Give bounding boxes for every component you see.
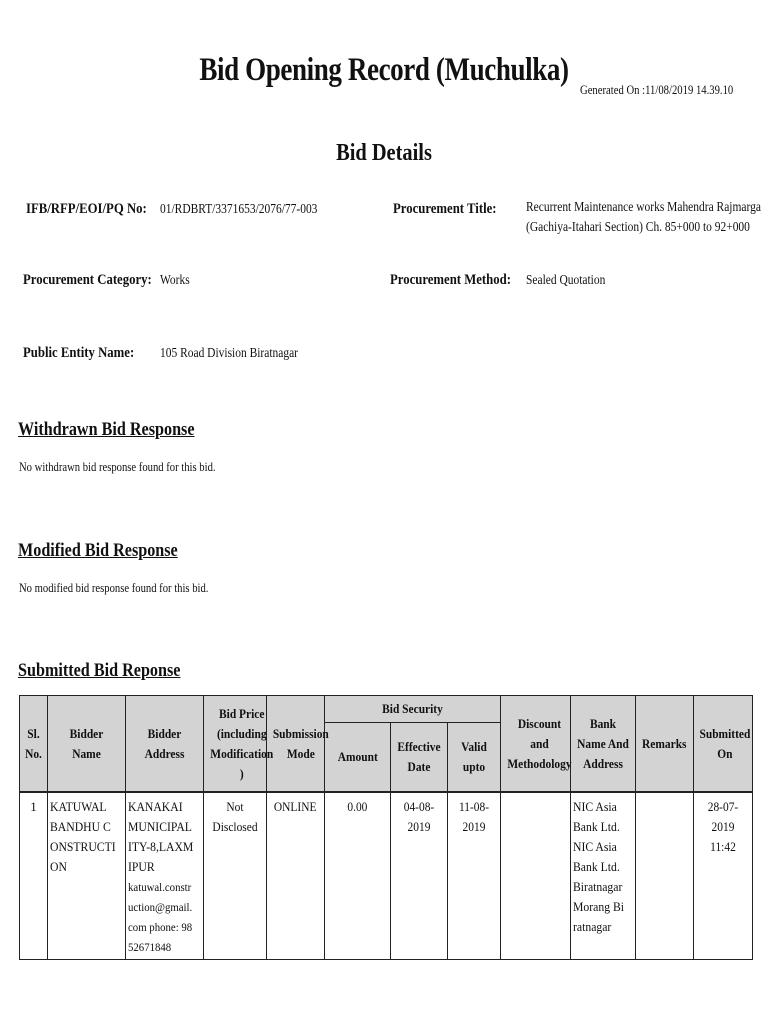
- col-bank: Bank Name And Address: [571, 696, 636, 793]
- procurement-category-value: Works: [160, 272, 190, 287]
- col-discount: Discount and Methodology: [501, 696, 571, 793]
- col-submission-mode: Submission Mode: [267, 696, 325, 793]
- public-entity-value: 105 Road Division Biratnagar: [160, 345, 299, 360]
- withdrawn-note: No withdrawn bid response found for this bid.: [19, 460, 216, 474]
- col-bidder-address: Bidder Address: [126, 696, 204, 793]
- withdrawn-heading: Withdrawn Bid Response: [18, 419, 195, 440]
- col-effective-date: Effective Date: [391, 723, 448, 793]
- public-entity-label: Public Entity Name:: [23, 345, 135, 361]
- procurement-category-label: Procurement Category:: [23, 272, 152, 288]
- table-header-row: [20, 696, 753, 723]
- col-remarks: Remarks: [636, 696, 694, 793]
- ifb-value: 01/RDBRT/3371653/2076/77-003: [160, 201, 318, 216]
- cell-sl: 1: [20, 792, 48, 960]
- cell-bid-price: Not Disclosed: [204, 792, 267, 960]
- cell-remarks: [636, 792, 694, 960]
- modified-note: No modified bid response found for this bid.: [19, 581, 209, 595]
- generated-timestamp: Generated On :11/08/2019 14.39.10: [580, 82, 734, 97]
- cell-bidder-name: KATUWAL BANDHU CONSTRUCTION: [48, 792, 126, 960]
- col-bidder-name: Bidder Name: [48, 696, 126, 793]
- submitted-heading: Submitted Bid Reponse: [18, 660, 181, 681]
- cell-bank: NIC Asia Bank Ltd. NIC Asia Bank Ltd. Biratnagar Morang Biratnagar: [571, 792, 636, 960]
- bidder-address-line-2: katuwal.construction@gmail.com phone: 9852671848: [128, 880, 193, 954]
- cell-effective-date: 04-08-2019: [391, 792, 448, 960]
- cell-valid-upto: 11-08-2019: [448, 792, 501, 960]
- cell-discount: [501, 792, 571, 960]
- procurement-title-line-2: (Gachiya-Itahari Section) Ch. 85+000 to 92+000: [526, 219, 750, 234]
- table-row: [20, 792, 753, 960]
- col-valid-upto: Valid upto: [448, 723, 501, 793]
- procurement-method-value: Sealed Quotation: [526, 272, 606, 287]
- col-bid-security: Bid Security: [325, 696, 501, 723]
- procurement-title-line-1: Recurrent Maintenance works Mahendra Rajmarga: [526, 199, 761, 214]
- procurement-method-label: Procurement Method:: [390, 272, 511, 288]
- cell-bidder-address: [126, 792, 204, 960]
- col-submitted-on: Submitted On: [694, 696, 753, 793]
- cell-amount: 0.00: [325, 792, 391, 960]
- col-sl: Sl. No.: [20, 696, 48, 793]
- procurement-title-value: [526, 197, 761, 237]
- submitted-bids-table: [19, 695, 753, 960]
- bidder-address-line-1: KANAKAI MUNICIPALITY-8,LAXMIPUR: [128, 799, 194, 874]
- cell-submission-mode: ONLINE: [267, 792, 325, 960]
- ifb-label: IFB/RFP/EOI/PQ No:: [26, 201, 147, 217]
- col-bid-price: Bid Price (including Modification ): [204, 696, 267, 793]
- cell-submitted-on: 28-07-2019 11:42: [694, 792, 753, 960]
- section-title-bid-details: Bid Details: [336, 140, 432, 166]
- modified-heading: Modified Bid Response: [18, 540, 178, 561]
- col-amount: Amount: [325, 723, 391, 793]
- procurement-title-label: Procurement Title:: [393, 201, 497, 217]
- page-title: Bid Opening Record (Muchulka): [199, 52, 569, 88]
